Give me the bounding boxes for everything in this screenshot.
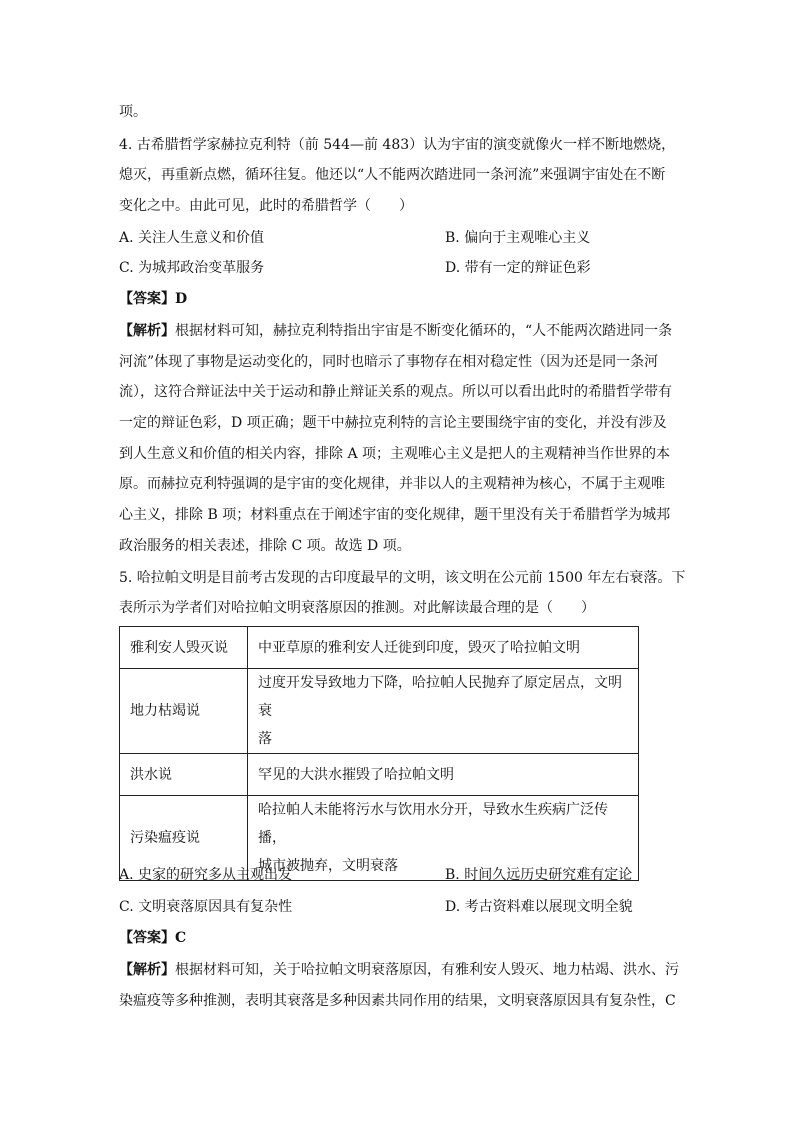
q4-analysis-line: 原。而赫拉克利特强调的是宇宙的变化规律，并非以人的主观精神为核心，不属于主观唯: [119, 476, 665, 492]
table-cell-description: [248, 669, 639, 754]
q4-analysis-line: 到人生意义和价值的相关内容，排除 A 项；主观唯心主义是把人的主观精神当作世界的本: [119, 446, 671, 462]
q5-option-a: A. 史家的研究多从主观出发: [119, 867, 293, 883]
q4-analysis-line: 【解析】根据材料可知，赫拉克利特指出宇宙是不断变化循环的，“人不能两次踏进同一条: [119, 323, 673, 339]
q4-option-a: A. 关注人生意义和价值: [119, 230, 265, 246]
table-cell-description: [248, 627, 639, 669]
q4-answer: 【答案】D: [119, 291, 188, 307]
description-line: 中亚草原的雅利安人迁徙到印度，毁灭了哈拉帕文明: [258, 639, 580, 656]
table-cell-hypothesis: 雅利安人毁灭说: [120, 627, 248, 669]
q4-analysis-line: 一定的辩证色彩，D 项正确；题干中赫拉克利特的言论主要围绕宇宙的变化，并没有涉及: [119, 415, 667, 431]
analysis-label: 【解析】: [119, 323, 175, 339]
q5-option-b: B. 时间久远历史研究难有定论: [445, 867, 633, 883]
description-line: 城市被抛弃，文明衰落: [258, 858, 398, 874]
description-line: 落: [258, 731, 272, 747]
q4-option-b: B. 偏向于主观唯心主义: [445, 230, 591, 246]
hypotheses-table: [119, 626, 639, 881]
q4-option-c: C. 为城邦政治变革服务: [119, 260, 265, 276]
q4-analysis-line: 河流”体现了事物是运动变化的，同时也暗示了事物存在相对稳定性（因为还是同一条河: [119, 354, 659, 370]
analysis-label: 【解析】: [119, 962, 175, 978]
q5-option-d: D. 考古资料难以展现文明全貌: [445, 899, 633, 915]
q5-answer: 【答案】C: [119, 930, 187, 946]
q5-analysis-line: 染瘟疫等多种推测，表明其衰落是多种因素共同作用的结果，文明衰落原因具有复杂性，C: [119, 993, 676, 1009]
top-fragment: 项。: [119, 104, 147, 120]
description-line: 过度开发导致地力下降，哈拉帕人民抛弃了原定居点，文明衰: [258, 675, 622, 719]
question-4-stem-line: 4. 古希腊哲学家赫拉克利特（前 544—前 483）认为宇宙的演变就像火一样不断地燃烧，: [119, 137, 676, 153]
table-row: [120, 627, 639, 669]
q4-analysis-line: 心主义，排除 B 项；材料重点在于阐述宇宙的变化规律，题干里没有关于希腊哲学为城邦: [119, 507, 671, 523]
q4-analysis-line: 流），这符合辩证法中关于运动和静止辩证关系的观点。所以可以看出此时的希腊哲学带有: [119, 384, 672, 400]
q5-option-c: C. 文明衰落原因具有复杂性: [119, 899, 293, 915]
table-cell-hypothesis: 污染瘟疫说: [120, 796, 248, 881]
question-5-stem-line: 5. 哈拉帕文明是目前考古发现的古印度最早的文明，该文明在公元前 1500 年左右衰落。下: [119, 570, 686, 586]
question-5-stem-line: 表所示为学者们对哈拉帕文明衰落原因的推测。对此解读最合理的是（ ）: [119, 600, 595, 616]
q4-option-d: D. 带有一定的辩证色彩: [445, 260, 591, 276]
q4-analysis-line: 政治服务的相关表述，排除 C 项。故选 D 项。: [119, 538, 411, 554]
question-4-stem-line: 熄灭，再重新点燃，循环往复。他还以“人不能两次踏进同一条河流”来强调宇宙处在不断: [119, 167, 666, 183]
q5-analysis-line: 【解析】根据材料可知，关于哈拉帕文明衰落原因，有雅利安人毁灭、地力枯竭、洪水、污: [119, 962, 679, 978]
table-cell-hypothesis: 地力枯竭说: [120, 669, 248, 754]
table-row: [120, 754, 639, 796]
table-cell-hypothesis: 洪水说: [120, 754, 248, 796]
description-line: 哈拉帕人未能将污水与饮用水分开，导致水生疾病广泛传播，: [258, 802, 608, 846]
table-cell-description: [248, 754, 639, 796]
question-4-stem-line: 变化之中。由此可见，此时的希腊哲学（ ）: [119, 198, 413, 214]
table-row: [120, 669, 639, 754]
description-line: 罕见的大洪水摧毁了哈拉帕文明: [258, 766, 454, 783]
